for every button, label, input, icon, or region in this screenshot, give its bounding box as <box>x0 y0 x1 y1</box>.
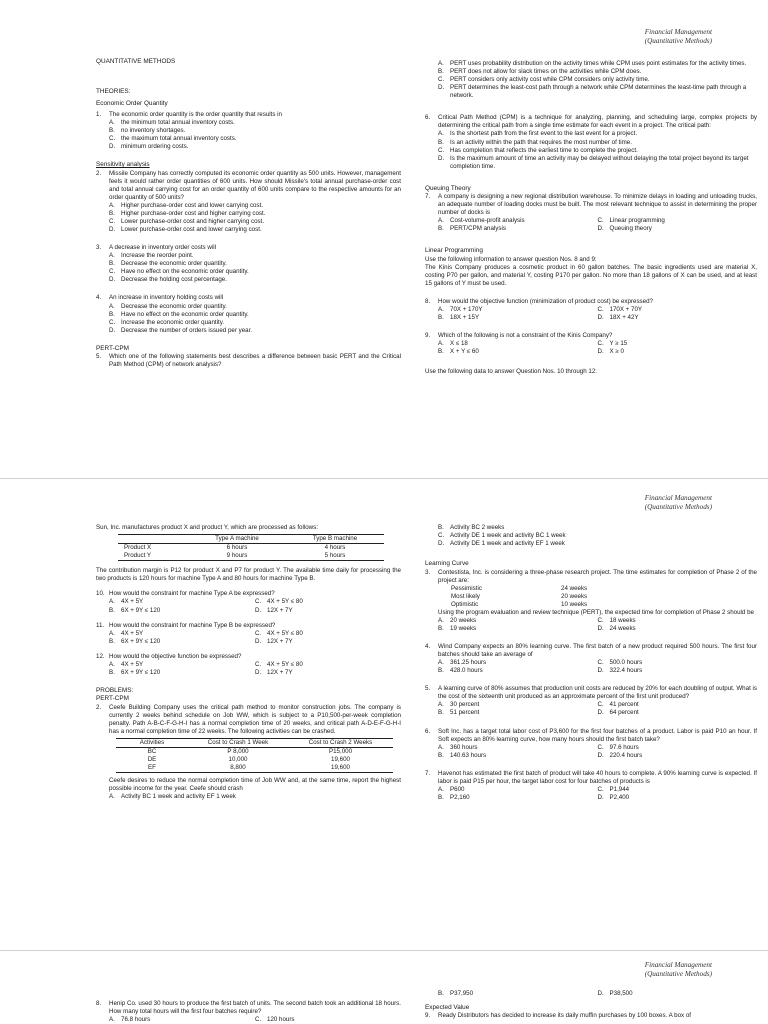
option-text: minimum ordering costs. <box>121 143 189 151</box>
option-text: Decrease the economic order quantity. <box>121 260 227 268</box>
problem-7 <box>425 770 757 802</box>
option-text: Activity DE 1 week and activity BC 1 week <box>450 532 566 540</box>
option-key: C. <box>597 217 604 225</box>
header-line-1: Financial Management <box>644 961 712 969</box>
option-key: D. <box>597 348 604 356</box>
option-text: Higher purchase-order cost and higher carrying cost. <box>121 209 266 217</box>
document-page-2 <box>0 490 768 940</box>
option-text: PERT considers only activity cost while CPM considers only activity time. <box>450 76 650 84</box>
option-text: 30 percent <box>450 701 480 709</box>
crash-cost-table <box>116 738 393 773</box>
option-text: X + Y ≤ 60 <box>450 348 479 356</box>
option-key: C. <box>438 76 445 84</box>
question-text: Wind Company expects an 80% learning curve. The first batch of a new product required 500 hours. The first four batches should take an average of <box>438 643 757 659</box>
table-cell: DE <box>147 755 157 763</box>
question-number: 12. <box>96 652 105 660</box>
estimate-label: Pessimistic <box>451 584 482 592</box>
page-header <box>645 28 712 46</box>
option-text: 360 hours <box>450 743 478 751</box>
option-key: C. <box>438 146 445 154</box>
option-text: PERT/CPM analysis <box>450 225 506 233</box>
question-text: Critical Path Method (CPM) is a technique for analyzing, planning, and scheduling large, complex projects by determining the critical path from a single time estimate for each event in a project. The critical path: <box>438 114 757 130</box>
option-text: 220.4 hours <box>609 751 643 759</box>
option-key: B. <box>109 209 115 217</box>
contribution-paragraph: The contribution margin is P12 for product X and P7 for product Y. The available time daily for processing the two products is 120 hours for machine Type A and 80 hours for machine Type B. <box>96 567 401 583</box>
document-page-1 <box>0 0 768 460</box>
option-key: A. <box>109 598 115 606</box>
question-text: A learning curve of 80% assumes that production unit costs are reduced by 20% for each doubling of output. What is the cost of the sixteenth unit produced as an approximate percent of the first unit produced? <box>438 685 757 701</box>
option-key: C. <box>255 598 262 606</box>
table-cell: 9 hours <box>188 552 286 561</box>
option-text: 24 weeks <box>609 624 636 632</box>
page2-left-column <box>96 524 401 801</box>
option-key: A. <box>438 217 444 225</box>
option-key: A. <box>438 701 444 709</box>
estimate-value: 24 weeks <box>561 584 588 592</box>
option-text: PERT uses probability distribution on the activity times while CPM uses point estimates for the activity times. <box>450 60 747 67</box>
table-cell: 8,800 <box>188 764 288 773</box>
problem-4 <box>425 643 757 675</box>
option-text: 322.4 hours <box>609 667 643 675</box>
question-text: A company is designing a new regional distribution warehouse. To minimize delays in loading and unloading trucks, an adequate number of loading docks must be built. The most relevant technique to assist in determining the proper number of docks is <box>438 193 757 217</box>
option-text: 4X + 5Y ≤ 80 <box>267 660 303 668</box>
option-key: A. <box>109 119 115 127</box>
option-key: A. <box>109 252 115 260</box>
table-cell: Product Y <box>118 552 188 561</box>
table-header-row <box>116 738 393 747</box>
estimate-row <box>451 593 757 601</box>
table-row <box>116 747 393 756</box>
question-number: 8. <box>425 297 431 305</box>
option-text: 18X + 15Y <box>450 314 480 322</box>
option-text: 4X + 5Y <box>121 598 144 606</box>
header-line-1: Financial Management <box>644 28 712 36</box>
option-text: Activity BC 1 week and activity EF 1 week <box>121 793 236 801</box>
option-text: Decrease the holding cost percentage. <box>121 276 227 284</box>
question-number: 4. <box>425 643 431 651</box>
option-text: 6X + 9Y ≤ 120 <box>121 637 161 645</box>
option-text: 6X + 9Y ≤ 120 <box>121 668 161 676</box>
q10-intro: Use the following data to answer Question Nos. 10 through 12: <box>425 368 597 376</box>
table-header: Cost to Crash 1 Week <box>188 738 288 747</box>
header-line-2: (Quantitative Methods) <box>644 37 712 45</box>
option-key: C. <box>597 340 604 348</box>
option-key: C. <box>109 218 116 225</box>
question-number: 2. <box>96 169 102 177</box>
question-4 <box>96 294 401 334</box>
option-key: B. <box>438 667 444 675</box>
option-key: D. <box>255 606 262 614</box>
question-text: An increase in inventory holding costs will <box>109 294 224 302</box>
option-text: 120 hours <box>267 1016 295 1024</box>
option-text: Is the shortest path from the first event to the last event for a project. <box>450 130 638 138</box>
option-key: A. <box>438 743 444 751</box>
option-text: P38,500 <box>609 990 633 997</box>
option-key: C. <box>597 616 604 624</box>
header-line-1: Financial Management <box>644 494 712 502</box>
option-text: 19 weeks <box>450 624 477 632</box>
option-key: C. <box>597 743 604 751</box>
option-key: C. <box>255 660 262 668</box>
problem-6 <box>425 728 757 760</box>
table-cell: EF <box>116 764 188 773</box>
option-text: 4X + 5Y <box>121 629 144 637</box>
page-header <box>645 494 712 512</box>
question-5 <box>96 353 401 369</box>
question-number: 9. <box>425 332 431 340</box>
option-key: D. <box>109 276 116 284</box>
option-key: D. <box>597 709 604 717</box>
question-number: 4. <box>96 294 102 302</box>
option-text: P2,400 <box>609 793 630 801</box>
estimate-label: Optimistic <box>451 600 479 608</box>
option-text: Has completion that reflects the earliest time to complete the project. <box>450 146 638 154</box>
question-9 <box>425 332 757 356</box>
page-divider <box>0 950 768 951</box>
option-text: 64 percent <box>609 709 639 717</box>
option-text: Queuing theory <box>609 225 652 233</box>
option-key: C. <box>597 785 604 793</box>
option-key: C. <box>109 135 116 143</box>
option-key: A. <box>109 1016 115 1024</box>
option-key: D. <box>109 143 116 151</box>
option-text: Activity DE 1 week and activity EF 1 week <box>450 540 565 548</box>
option-text: no inventory shortages. <box>121 127 186 135</box>
option-text: X ≤ 18 <box>450 340 468 348</box>
option-text: 4X + 5Y ≤ 80 <box>267 629 303 637</box>
question-text: How would the constraint for machine Type B be expressed? <box>109 621 276 629</box>
option-key: C. <box>597 659 604 667</box>
option-key: D. <box>597 751 604 759</box>
option-key: A. <box>438 130 444 138</box>
option-key: A. <box>109 302 115 310</box>
option-key: C. <box>255 1016 262 1024</box>
option-text: P1,944 <box>609 785 630 793</box>
option-text: 70X + 170Y <box>450 306 483 314</box>
question-text: Which of the following is not a constraint of the Kinis Company? <box>438 332 613 340</box>
page3-right-column <box>425 990 757 1020</box>
page-divider <box>0 478 768 479</box>
option-key: A. <box>438 785 444 793</box>
option-key: C. <box>255 629 262 637</box>
estimate-value: 20 weeks <box>561 592 588 600</box>
option-text: 76.8 hours <box>121 1016 151 1024</box>
option-text: 170X + 70Y <box>609 306 643 314</box>
option-key: B. <box>109 260 115 268</box>
options-row <box>438 990 757 998</box>
table-row <box>116 756 393 764</box>
question-text: Ready Distributors has decided to increase its daily muffin purchases by 100 boxes. A box of <box>438 1012 692 1020</box>
option-key: B. <box>438 524 444 531</box>
question-text: Havenot has estimated the first batch of product will take 40 hours to complete. A 90% learning curve is expected. If labor is paid P15 per hour, the target labor cost for four batches of products is <box>438 769 757 785</box>
question-7 <box>425 193 757 233</box>
question-3 <box>96 244 401 284</box>
question-number: 5. <box>425 685 431 693</box>
option-key: B. <box>438 709 444 717</box>
option-text: Is the maximum amount of time an activity may be delayed without delaying the total project beyond its target completion time. <box>450 154 749 170</box>
table-header: Type B machine <box>286 535 384 544</box>
estimate-row <box>451 601 757 609</box>
learning-curve-heading: Learning Curve <box>425 560 469 568</box>
option-key: D. <box>438 540 445 548</box>
option-key: D. <box>597 793 604 801</box>
option-key: C. <box>438 532 445 540</box>
option-key: D. <box>109 326 116 334</box>
table-row <box>116 764 393 773</box>
table-cell: 10,000 <box>228 755 248 763</box>
option-text: 428.0 hours <box>450 667 483 675</box>
option-key: A. <box>438 60 444 67</box>
option-key: D. <box>597 624 604 632</box>
question-number: 11. <box>96 621 105 629</box>
question-number: 7. <box>425 193 431 201</box>
estimate-value: 10 weeks <box>561 600 588 608</box>
option-text: X ≥ 0 <box>609 348 624 356</box>
page1-left-column <box>96 58 401 376</box>
problems-heading: PROBLEMS: <box>96 686 134 694</box>
table-cell: 4 hours <box>324 544 346 552</box>
question-text: Contestista, Inc. is considering a three-phase research project. The time estimates for completion of Phase 2 of the project are: <box>438 568 757 584</box>
option-text: Lower purchase-order cost and lower carrying cost. <box>121 226 262 234</box>
option-text: Have no effect on the economic order quantity. <box>121 268 249 276</box>
option-key: B. <box>109 637 115 645</box>
question-1 <box>96 111 401 151</box>
pert-cpm-heading: PERT-CPM <box>96 695 129 703</box>
option-text: 97.6 hours <box>609 743 639 751</box>
option-key: B. <box>438 314 444 322</box>
question-5-options <box>425 60 757 100</box>
eoq-heading: Economic Order Quantity <box>96 99 168 107</box>
option-key: A. <box>109 629 115 637</box>
question-text: The economic order quantity is the order quantity that results in <box>109 110 282 118</box>
question-text: A decrease in inventory order costs will <box>109 244 216 252</box>
option-key: B. <box>438 624 444 632</box>
option-text: the minimum total annual inventory costs. <box>121 119 235 127</box>
question-number: 3. <box>96 244 102 252</box>
option-key: D. <box>255 668 262 676</box>
question-text: Soft Inc. has a target total labor cost of P3,600 for the first four batches of a product. Labor is paid P10 an hour. If Soft expects an 80% learning curve, how many hours should the first batch take? <box>438 727 757 743</box>
option-text: Have no effect on the economic order quantity. <box>121 310 249 318</box>
problem-5 <box>425 685 757 717</box>
question-number: 5. <box>96 353 102 361</box>
option-key: C. <box>109 268 116 276</box>
table-cell: 6 hours <box>226 544 248 552</box>
option-key: D. <box>597 225 604 233</box>
table-row <box>118 544 384 553</box>
option-key: C. <box>109 318 116 326</box>
option-key: D. <box>597 667 604 675</box>
theories-heading: THEORIES: <box>96 88 131 96</box>
option-text: 140.63 hours <box>450 751 487 759</box>
question-text: Missile Company has correctly computed its economic order quantity as 500 units. However, management feels it would rather order quantities of 600 units. How should Missile's total annual purchase-order cost and total annual carrying cost for an order quantity of 600 units compare to the respective amounts for an order quantity of 500 units? <box>109 169 401 201</box>
option-text: 12X + 7Y <box>267 606 293 614</box>
option-text: Linear programming <box>609 217 665 225</box>
header-line-2: (Quantitative Methods) <box>644 503 712 511</box>
question-text: How would the objective function (minimization of product cost) be expressed? <box>438 297 653 305</box>
option-key: C. <box>597 306 604 314</box>
table-cell: BC <box>147 747 157 755</box>
question-10 <box>96 590 401 614</box>
option-key: D. <box>255 637 262 645</box>
table-cell: 19,600 <box>288 764 393 773</box>
question-12 <box>96 653 401 677</box>
option-key: B. <box>438 68 444 76</box>
option-key: B. <box>109 310 115 318</box>
option-key: B. <box>109 606 115 614</box>
table-header: Activities <box>116 738 188 747</box>
option-key: B. <box>438 348 444 356</box>
option-text: 12X + 7Y <box>267 637 293 645</box>
option-text: Decrease the economic order quantity. <box>121 302 227 310</box>
option-key: A. <box>109 793 115 801</box>
option-text: 361.25 hours <box>450 659 487 667</box>
problem-3 <box>425 569 757 634</box>
question-number: 6. <box>425 114 431 122</box>
question-text: Which one of the following statements best describes a difference between basic PERT and the Critical Path Method (CPM) of network analysis? <box>109 353 401 369</box>
option-text: 4X + 5Y ≤ 80 <box>267 598 303 606</box>
question-number: 10. <box>96 590 105 598</box>
option-key: A. <box>109 201 115 209</box>
document-page-3 <box>0 955 768 1024</box>
option-text: 41 percent <box>609 701 639 709</box>
option-text: Higher purchase-order cost and lower carrying cost. <box>121 201 264 209</box>
question-number: 2. <box>96 703 102 711</box>
option-text: 500.0 hours <box>609 659 643 667</box>
option-text: 18 weeks <box>609 616 636 624</box>
option-key: B. <box>438 793 444 801</box>
option-key: D. <box>109 226 116 234</box>
option-text: 18X + 42Y <box>609 314 639 322</box>
option-key: D. <box>438 154 445 162</box>
problem-2-options <box>425 524 757 548</box>
table-header: Cost to Crash 2 Weeks <box>288 738 393 747</box>
question-text: Ceefe Building Company uses the critical path method to monitor construction jobs. The company is currently 2 weeks behind schedule on Job WW, which is subject to a P10,500-per-week completion penalty. Path A-B-C-F-G-H-I has a normal completion time of 20 weeks, and critical path A-D-E-F-G-H-I has a normal completion time of 22 weeks. The following activities can be crashed. <box>109 703 401 735</box>
question-number: 9. <box>425 1012 431 1020</box>
question-11 <box>96 622 401 646</box>
page3-left-column <box>96 1000 401 1024</box>
question-6 <box>425 114 757 170</box>
option-text: the maximum total annual inventory costs. <box>121 135 237 143</box>
table-cell: P 8,000 <box>227 747 249 755</box>
question-text: How would the constraint for machine Type A be expressed? <box>109 590 275 598</box>
option-text: P600 <box>450 785 465 793</box>
option-key: C. <box>597 701 604 709</box>
lp-heading: Linear Programming <box>425 247 483 255</box>
option-key: A. <box>438 616 444 624</box>
table-cell: Product X <box>124 544 152 552</box>
option-text: PERT determines the least-cost path through a network while CPM determines the least-time path through a network. <box>450 84 747 100</box>
option-key: A. <box>438 659 444 667</box>
question-2 <box>96 170 401 235</box>
question-8 <box>425 298 757 322</box>
table-cell: 5 hours <box>286 552 384 561</box>
sensitivity-heading: Sensitivity analysis <box>96 161 150 169</box>
lp-intro: Use the following information to answer question Nos. 8 and 9: <box>425 255 597 263</box>
option-text: Is an activity within the path that requires the most number of time. <box>450 138 632 146</box>
option-text: 4X + 5Y <box>121 660 144 668</box>
problem-9 <box>425 1012 757 1020</box>
option-key: B. <box>438 990 444 997</box>
option-text: Lower purchase-order cost and higher carrying cost. <box>121 218 265 225</box>
expected-value-heading: Expected Value <box>425 1004 470 1012</box>
question-number: 6. <box>425 727 431 735</box>
question-number: 8. <box>96 1000 102 1007</box>
option-text: Increase the economic order quantity. <box>121 318 225 326</box>
queuing-heading: Queuing Theory <box>425 184 471 192</box>
option-text: 6X + 9Y ≤ 120 <box>121 606 161 614</box>
sun-intro: Sun, Inc. manufactures product X and product Y, which are processed as follows: <box>96 524 318 531</box>
machine-hours-table <box>118 534 384 561</box>
table-header-row <box>118 535 384 544</box>
estimate-label: Most likely <box>451 592 480 600</box>
question-number: 7. <box>425 769 431 777</box>
question-text: Henip Co. used 30 hours to produce the first batch of units. The second batch took an additional 18 hours. How many total hours will the first four batches require? <box>109 1000 401 1016</box>
table-header <box>118 535 188 544</box>
table-row <box>118 552 384 561</box>
estimate-row <box>451 585 757 593</box>
table-cell: P15,000 <box>328 747 353 755</box>
option-key: B. <box>109 668 115 676</box>
problem-8 <box>96 1000 401 1024</box>
option-key: D. <box>597 990 604 997</box>
option-text: 20 weeks <box>450 616 477 624</box>
option-text: Decrease the number of orders issued per year. <box>121 326 253 334</box>
table-header: Type A machine <box>188 535 286 544</box>
page1-right-column <box>425 60 757 376</box>
lp-paragraph: The Kinis Company produces a cosmetic product in 60 gallon batches. The basic ingredients used are material X, costing P70 per gallon, and material Y, costing P170 per gallon. No more than 18 gallons of X can be used, and at least 15 gallons of Y must be used. <box>425 263 757 287</box>
option-key: A. <box>109 660 115 668</box>
page2-right-column <box>425 524 757 809</box>
problem-2 <box>96 704 401 802</box>
option-key: B. <box>109 127 115 135</box>
option-key: B. <box>438 751 444 759</box>
option-key: A. <box>438 306 444 314</box>
option-text: Activity BC 2 weeks <box>450 524 505 531</box>
option-text: Increase the reorder point. <box>121 252 194 260</box>
crash-after-text: Ceefe desires to reduce the normal completion time of Job WW and, at the same time, report the highest possible income for the year. Ceefe should crash <box>109 777 401 793</box>
option-text: 51 percent <box>450 709 480 717</box>
option-key: A. <box>438 340 444 348</box>
page-header <box>645 961 712 979</box>
option-text: 12X + 7Y <box>267 668 293 676</box>
header-line-2: (Quantitative Methods) <box>644 970 712 978</box>
option-key: B. <box>438 225 444 233</box>
option-text: Y ≥ 15 <box>609 340 628 348</box>
question-number: 3. <box>425 568 431 576</box>
table-cell: 19,600 <box>331 755 350 763</box>
option-key: D. <box>438 84 445 92</box>
option-text: P2,160 <box>450 793 470 801</box>
pert-cpm-heading: PERT-CPM <box>96 344 129 352</box>
option-text: PERT does not allow for slack times on the activities while CPM does. <box>450 68 642 76</box>
document-title: QUANTITATIVE METHODS <box>96 58 176 65</box>
problem-3-after: Using the program evaluation and review technique (PERT), the expected time for completion of Phase 2 should be <box>438 608 754 616</box>
question-text: How would the objective function be expressed? <box>109 652 242 660</box>
option-key: B. <box>438 138 444 146</box>
option-key: D. <box>597 314 604 322</box>
question-number: 1. <box>96 110 102 118</box>
option-text: Cost-volume-profit analysis <box>450 217 525 225</box>
option-text: P37,950 <box>450 990 474 997</box>
